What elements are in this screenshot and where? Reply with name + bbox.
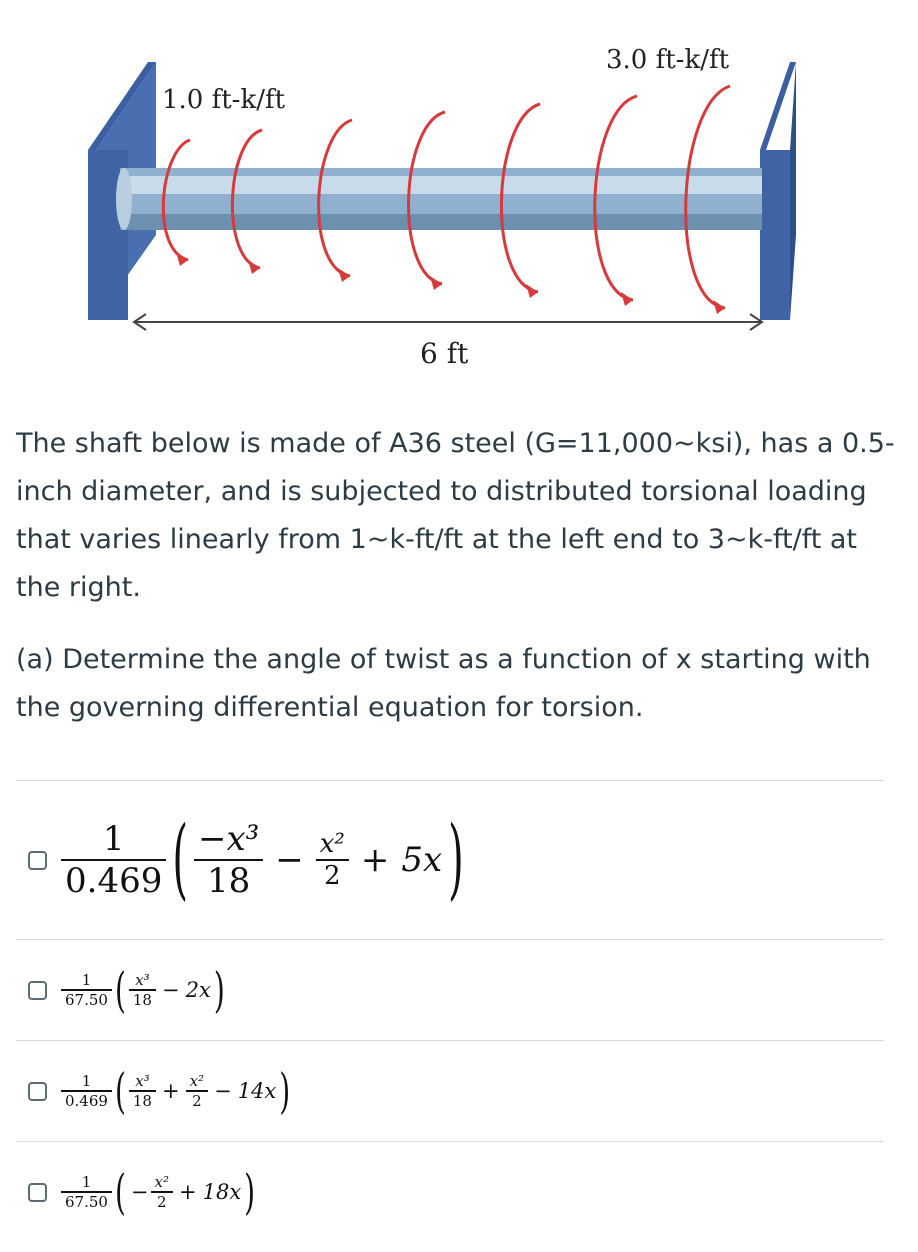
numerator: 1	[81, 971, 92, 989]
question-paragraph-2: (a) Determine the angle of twist as a function of x starting with the governing differential equation for torsion.	[16, 644, 871, 723]
numerator: 1	[81, 1173, 92, 1191]
right-wall	[760, 62, 796, 320]
coefficient-fraction	[61, 1072, 112, 1110]
checkbox[interactable]	[28, 1183, 47, 1202]
answer-option-4[interactable]	[16, 1141, 884, 1242]
numerator: x²	[319, 829, 345, 859]
length-label: 6 ft	[420, 337, 469, 370]
denominator: 2	[156, 1193, 167, 1211]
term-3: 5x	[401, 840, 443, 880]
sign: −	[130, 1180, 149, 1204]
answer-formula	[61, 961, 228, 1019]
right-load-label: 3.0 ft-k/ft	[606, 45, 730, 75]
term-2: 18x	[202, 1180, 242, 1204]
dimension-line	[134, 314, 762, 330]
question-paragraph-1: The shaft below is made of A36 steel (G=11,000~ksi), has a 0.5-inch diameter, and is subjected to distributed torsional loading that varies linearly from 1~k-ft/ft at the left end to 3~k-ft/ft at the right.	[16, 428, 895, 603]
denominator: 18	[132, 1092, 152, 1110]
answer-formula	[61, 1062, 293, 1120]
close-paren: )	[279, 1062, 291, 1120]
numerator: −x³	[197, 819, 260, 859]
term-1	[194, 819, 263, 901]
numerator: x³	[135, 1072, 150, 1090]
shaft-diagram	[0, 0, 918, 400]
answer-list	[16, 780, 884, 1242]
term-1	[129, 971, 156, 1009]
denominator: 67.50	[65, 1193, 108, 1211]
answer-formula	[61, 1163, 258, 1221]
coefficient-fraction	[61, 971, 112, 1009]
open-paren: (	[114, 961, 126, 1019]
coefficient-fraction	[61, 1173, 112, 1211]
answer-formula	[61, 809, 470, 911]
close-paren: )	[244, 1163, 256, 1221]
term-1	[129, 1072, 156, 1110]
operator: −	[275, 840, 304, 880]
numerator: x²	[189, 1072, 205, 1090]
coefficient-fraction	[61, 819, 166, 901]
operator: +	[161, 1079, 180, 1103]
open-paren: (	[114, 1062, 126, 1120]
checkbox[interactable]	[28, 981, 47, 1000]
open-paren: (	[114, 1163, 126, 1221]
operator: −	[214, 1079, 232, 1103]
shaft	[116, 168, 762, 230]
term-2	[186, 1072, 208, 1110]
numerator: x²	[154, 1173, 169, 1191]
close-paren: )	[213, 961, 225, 1019]
open-paren: (	[172, 809, 188, 911]
denominator: 2	[192, 1092, 202, 1110]
torque-arrowheads	[176, 252, 725, 314]
question-text	[16, 420, 896, 756]
operator: +	[360, 840, 390, 880]
operator: +	[178, 1180, 197, 1204]
answer-option-3[interactable]	[16, 1040, 884, 1141]
denominator: 2	[324, 861, 341, 891]
term-2	[316, 829, 349, 891]
numerator: 1	[81, 1072, 92, 1090]
left-load-label: 1.0 ft-k/ft	[162, 85, 286, 115]
answer-option-2[interactable]	[16, 939, 884, 1040]
term-1	[151, 1173, 173, 1211]
checkbox[interactable]	[28, 851, 47, 870]
term-2: 2x	[185, 978, 211, 1002]
denominator: 0.469	[65, 1092, 108, 1110]
term-3: 14x	[237, 1079, 277, 1103]
numerator: x³	[135, 971, 150, 989]
checkbox[interactable]	[28, 1082, 47, 1101]
numerator: 1	[102, 819, 125, 859]
denominator: 18	[132, 991, 152, 1009]
denominator: 18	[206, 861, 251, 901]
answer-option-1[interactable]	[16, 780, 884, 939]
denominator: 67.50	[65, 991, 108, 1009]
operator: −	[161, 978, 180, 1002]
close-paren: )	[448, 809, 464, 911]
denominator: 0.469	[65, 861, 163, 901]
